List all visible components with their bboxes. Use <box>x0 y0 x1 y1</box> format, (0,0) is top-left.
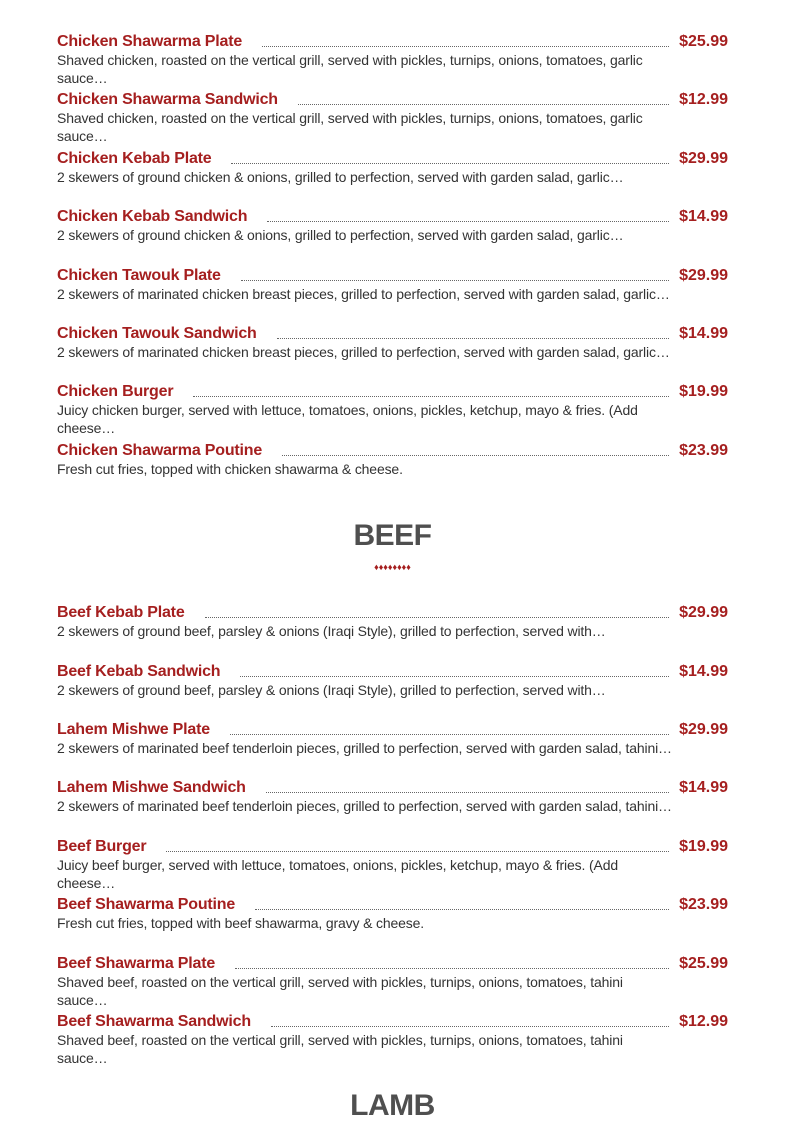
item-price: $29.99 <box>679 267 728 284</box>
dot-leader <box>193 395 669 397</box>
item-description: 2 skewers of ground beef, parsley & onions (Iraqi Style), grilled to perfection, served with… <box>57 682 606 698</box>
menu-item <box>57 32 728 90</box>
dot-leader <box>240 675 669 677</box>
item-description: Shaved beef, roasted on the vertical grill, served with pickles, turnips, onions, tomatoes, tahini sauce… <box>57 974 623 1008</box>
menu-item <box>57 149 728 207</box>
dot-leader <box>266 791 669 793</box>
item-price: $19.99 <box>679 838 728 855</box>
chicken-menu-list <box>57 32 728 499</box>
menu-item <box>57 720 728 778</box>
menu-item <box>57 266 728 324</box>
item-description: 2 skewers of marinated beef tenderloin pieces, grilled to perfection, served with garden salad, tahini… <box>57 740 672 756</box>
menu-item <box>57 954 728 1012</box>
dot-leader <box>262 45 669 47</box>
dot-leader <box>298 103 669 105</box>
item-name[interactable]: Chicken Shawarma Sandwich <box>57 91 278 108</box>
menu-item <box>57 778 728 837</box>
section-heading-beef: BEEF <box>353 519 432 552</box>
section-heading-lamb: LAMB <box>350 1089 435 1122</box>
item-description: 2 skewers of marinated chicken breast pieces, grilled to perfection, served with garden salad, garlic… <box>57 344 670 360</box>
dot-leader <box>282 454 669 456</box>
dot-leader <box>241 279 669 281</box>
item-name[interactable]: Lahem Mishwe Sandwich <box>57 779 246 796</box>
dot-leader <box>267 220 669 222</box>
dot-leader <box>231 162 669 164</box>
item-description: Shaved beef, roasted on the vertical grill, served with pickles, turnips, onions, tomatoes, tahini sauce… <box>57 1032 623 1066</box>
item-price: $25.99 <box>679 33 728 50</box>
item-price: $14.99 <box>679 325 728 342</box>
item-name[interactable]: Chicken Kebab Plate <box>57 150 212 167</box>
item-name[interactable]: Beef Kebab Plate <box>57 604 185 621</box>
item-description: 2 skewers of marinated chicken breast pieces, grilled to perfection, served with garden salad, garlic… <box>57 286 670 302</box>
dot-leader <box>166 850 669 852</box>
item-description: Shaved chicken, roasted on the vertical grill, served with pickles, turnips, onions, tomatoes, garlic sauce… <box>57 110 643 144</box>
dot-leader <box>205 616 670 618</box>
item-description: 2 skewers of ground chicken & onions, grilled to perfection, served with garden salad, garlic… <box>57 227 624 243</box>
menu-item <box>57 382 728 441</box>
item-price: $25.99 <box>679 955 728 972</box>
item-description: Juicy beef burger, served with lettuce, tomatoes, onions, pickles, ketchup, mayo & fries. (Add cheese… <box>57 857 618 891</box>
item-price: $29.99 <box>679 150 728 167</box>
menu-item <box>57 662 728 720</box>
menu-item <box>57 207 728 266</box>
item-price: $19.99 <box>679 383 728 400</box>
dot-leader <box>271 1025 669 1027</box>
diamond-divider-icon: ♦♦♦♦♦♦♦♦ <box>374 562 411 572</box>
beef-menu-list <box>57 603 728 1070</box>
item-name[interactable]: Beef Burger <box>57 838 147 855</box>
item-description: Juicy chicken burger, served with lettuce, tomatoes, onions, pickles, ketchup, mayo & fries. (Add cheese… <box>57 402 638 436</box>
item-description: Shaved chicken, roasted on the vertical grill, served with pickles, turnips, onions, tomatoes, garlic sauce… <box>57 52 643 86</box>
item-price: $14.99 <box>679 663 728 680</box>
item-price: $14.99 <box>679 208 728 225</box>
item-name[interactable]: Chicken Tawouk Sandwich <box>57 325 257 342</box>
item-name[interactable]: Beef Shawarma Plate <box>57 955 216 972</box>
menu-item <box>57 837 728 895</box>
menu-item <box>57 603 728 662</box>
item-name[interactable]: Chicken Shawarma Poutine <box>57 442 263 459</box>
menu-item <box>57 441 728 499</box>
item-description: 2 skewers of ground chicken & onions, grilled to perfection, served with garden salad, garlic… <box>57 169 624 185</box>
item-price: $23.99 <box>679 896 728 913</box>
item-name[interactable]: Beef Shawarma Sandwich <box>57 1013 251 1030</box>
dot-leader <box>277 337 669 339</box>
item-description: Fresh cut fries, topped with beef shawarma, gravy & cheese. <box>57 915 424 931</box>
item-name[interactable]: Chicken Tawouk Plate <box>57 267 221 284</box>
item-price: $14.99 <box>679 779 728 796</box>
menu-item <box>57 90 728 149</box>
menu-item <box>57 324 728 382</box>
item-description: Fresh cut fries, topped with chicken shawarma & cheese. <box>57 461 403 477</box>
item-name[interactable]: Beef Shawarma Poutine <box>57 896 236 913</box>
item-price: $12.99 <box>679 91 728 108</box>
dot-leader <box>235 967 669 969</box>
item-name[interactable]: Chicken Shawarma Plate <box>57 33 243 50</box>
item-description: 2 skewers of marinated beef tenderloin pieces, grilled to perfection, served with garden salad, tahini… <box>57 798 672 814</box>
dot-leader <box>230 733 669 735</box>
menu-item <box>57 895 728 954</box>
item-price: $29.99 <box>679 604 728 621</box>
item-price: $23.99 <box>679 442 728 459</box>
item-name[interactable]: Chicken Kebab Sandwich <box>57 208 248 225</box>
item-price: $12.99 <box>679 1013 728 1030</box>
dot-leader <box>255 908 669 910</box>
item-name[interactable]: Beef Kebab Sandwich <box>57 663 221 680</box>
item-name[interactable]: Lahem Mishwe Plate <box>57 721 210 738</box>
item-name[interactable]: Chicken Burger <box>57 383 174 400</box>
item-price: $29.99 <box>679 721 728 738</box>
menu-item <box>57 1012 728 1070</box>
item-description: 2 skewers of ground beef, parsley & onions (Iraqi Style), grilled to perfection, served with… <box>57 623 606 639</box>
